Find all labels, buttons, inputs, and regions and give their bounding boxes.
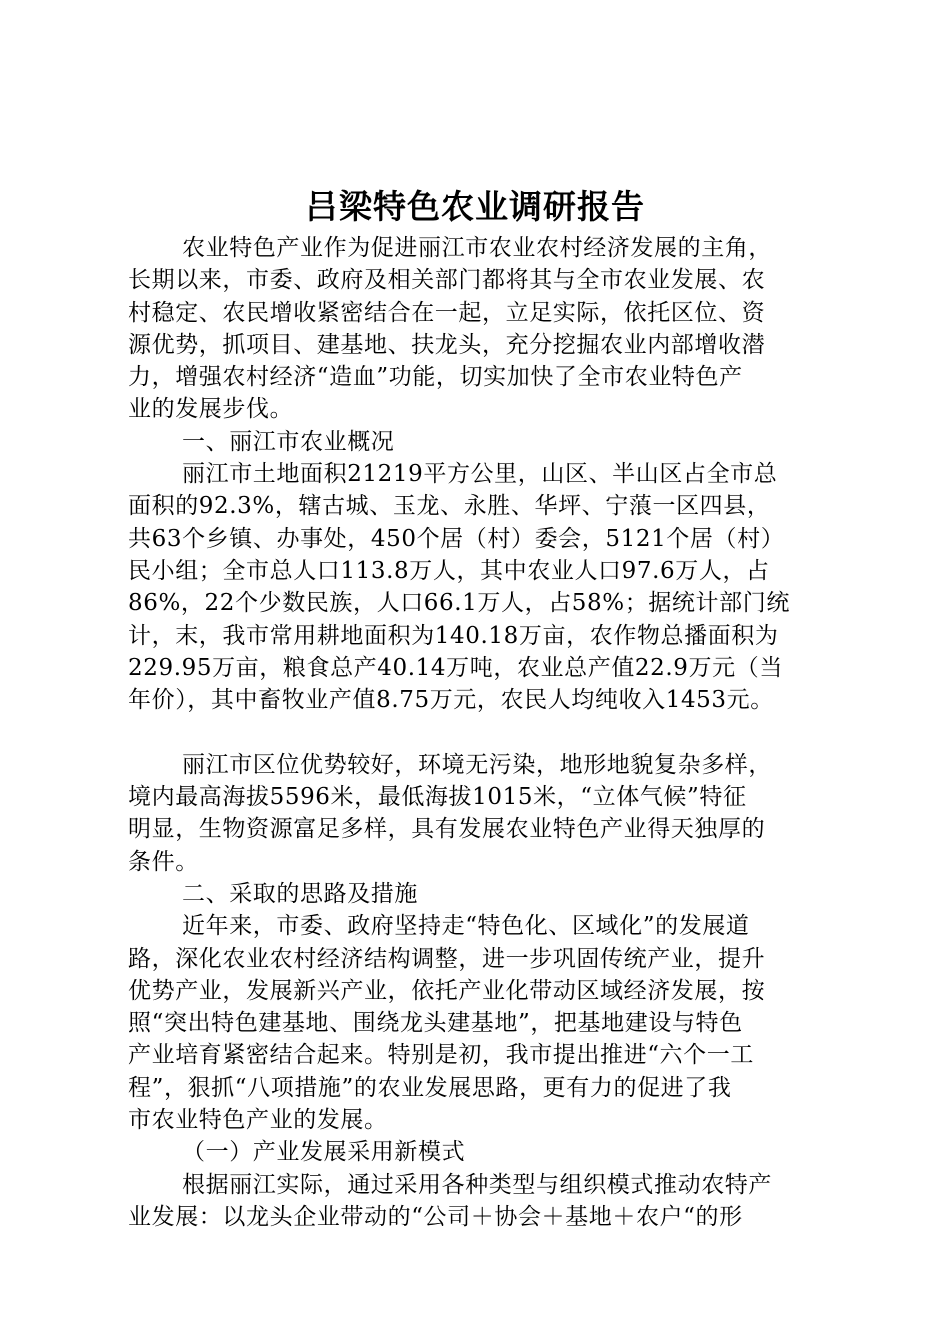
section-heading: 一、丽江市农业概况 bbox=[182, 428, 395, 455]
text-line: 程”，狠抓“八项措施”的农业发展思路，更有力的促进了我 bbox=[128, 1074, 732, 1101]
text-line: 229.95万亩，粮食总产40.14万吨，农业总产值22.9万元（当 bbox=[128, 654, 783, 681]
text-line: 计，末，我市常用耕地面积为140.18万亩，农作物总播面积为 bbox=[128, 622, 779, 649]
text-line: 条件。 bbox=[128, 848, 199, 875]
text-line: 面积的92.3%，辖古城、玉龙、永胜、华坪、宁蒗一区四县， bbox=[128, 493, 771, 520]
text-line: 业发展：以龙头企业带动的“公司＋协会＋基地＋农户“的形 bbox=[128, 1203, 743, 1230]
text-line: 丽江市土地面积21219平方公里，山区、半山区占全市总 bbox=[182, 461, 778, 488]
text-line: 优势产业，发展新兴产业，依托产业化带动区域经济发展，按 bbox=[128, 977, 766, 1004]
text-line: 源优势，抓项目、建基地、扶龙头，充分挖掘农业内部增收潜 bbox=[128, 331, 766, 358]
text-line: 共63个乡镇、办事处，450个居（村）委会，5121个居（村） bbox=[128, 525, 785, 552]
text-line: 力，增强农村经济“造血”功能，切实加快了全市农业特色产 bbox=[128, 364, 743, 391]
text-line: 照“突出特色建基地、围绕龙头建基地”，把基地建设与特色 bbox=[128, 1010, 743, 1037]
text-line: 年价），其中畜牧业产值8.75万元，农民人均纯收入1453元。 bbox=[128, 687, 774, 714]
text-line: 民小组；全市总人口113.8万人，其中农业人口97.6万人，占 bbox=[128, 557, 770, 584]
text-line: 业的发展步伐。 bbox=[128, 396, 294, 423]
subsection-heading: （一）产业发展采用新模式 bbox=[182, 1139, 466, 1166]
text-line: 丽江市区位优势较好，环境无污染，地形地貌复杂多样， bbox=[182, 751, 772, 778]
text-line: 产业培育紧密结合起来。特别是初，我市提出推进“六个一工 bbox=[128, 1042, 754, 1069]
document-title: 吕梁特色农业调研报告 bbox=[305, 187, 645, 226]
paragraph-gap bbox=[128, 716, 834, 748]
text-line: 明显，生物资源富足多样，具有发展农业特色产业得天独厚的 bbox=[128, 816, 766, 843]
text-line: 村稳定、农民增收紧密结合在一起，立足实际，依托区位、资 bbox=[128, 299, 766, 326]
text-line: 路，深化农业农村经济结构调整，进一步巩固传统产业，提升 bbox=[128, 945, 766, 972]
document-body bbox=[128, 232, 834, 1233]
text-line: 市农业特色产业的发展。 bbox=[128, 1107, 388, 1134]
text-line: 近年来，市委、政府坚持走“特色化、区域化”的发展道 bbox=[182, 913, 750, 940]
text-line: 境内最高海拔5596米，最低海拔1015米，“立体气候”特征 bbox=[128, 784, 747, 811]
section-heading: 二、采取的思路及措施 bbox=[182, 880, 418, 907]
text-line: 农业特色产业作为促进丽江市农业农村经济发展的主角， bbox=[182, 235, 772, 261]
text-line: 86%，22个少数民族，人口66.1万人，占58%；据统计部门统 bbox=[128, 590, 790, 617]
text-line: 根据丽江实际，通过采用各种类型与组织模式推动农特产 bbox=[182, 1171, 772, 1198]
text-line: 长期以来，市委、政府及相关部门都将其与全市农业发展、农 bbox=[128, 267, 766, 294]
